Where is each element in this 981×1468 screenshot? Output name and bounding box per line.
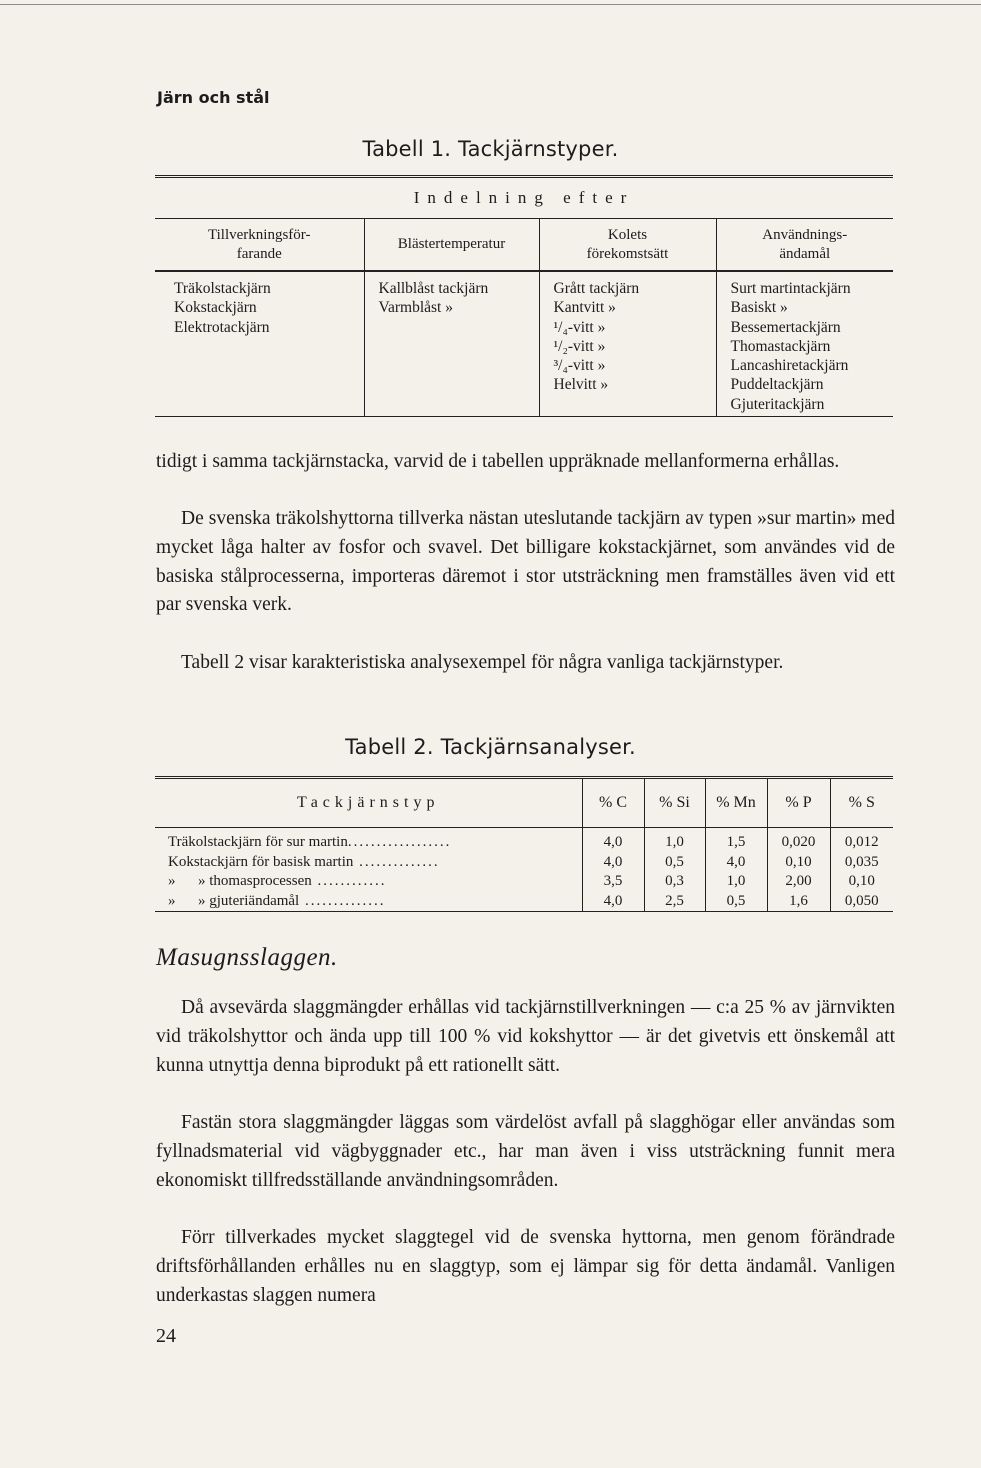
table-row <box>155 872 893 892</box>
table1-cell: Bessemertackjärn <box>730 318 841 336</box>
table1-pig-iron-types <box>155 175 893 417</box>
cell-p: 0,020 <box>767 828 830 853</box>
table2-header-type: Tackjärnstyp <box>155 778 582 828</box>
cell-s: 0,10 <box>830 872 893 892</box>
table1-cell: ³/₄-vitt » <box>553 357 606 375</box>
table1-cell: Varmblåst » <box>378 299 453 317</box>
table1-header-blast-temperature: Blästertemperatur <box>364 219 539 272</box>
paragraph-slag-brick: Förr tillverkades mycket slaggtegel vid de svenska hyttorna, men genom förändrade driftsförhållanden erhålles nu en slaggtyp, som ej lämpar sig för detta ändamål. Vanligen underkastas slaggen numera <box>156 1227 895 1306</box>
cell-p: 2,00 <box>767 872 830 892</box>
row-name: Kokstackjärn för basisk martin .............. <box>168 853 440 870</box>
cell-mn: 4,0 <box>705 853 767 873</box>
table2-header-phosphorus: % P <box>767 778 830 828</box>
table-row <box>155 828 893 853</box>
table1-column-usage <box>716 271 893 417</box>
paragraph-slag-amounts: Då avsevärda slaggmängder erhållas vid tackjärnstillverkningen — c:a 25 % av järnvikten vid träkolshyttor och ända upp till 100 % vid kokshyttor — är det givetvis ett önskemål att kunna utnyttja denna biprodukt på ett rationellt sätt. <box>156 997 895 1076</box>
table1-cell: Helvitt » <box>553 376 609 394</box>
table1-column-blast-temperature <box>364 271 539 417</box>
row-name: » » thomasprocessen ............ <box>168 873 387 889</box>
table1-cell: Surt martintackjärn <box>730 280 851 297</box>
table2-pig-iron-analyses <box>155 776 893 912</box>
cell-c: 4,0 <box>582 892 644 912</box>
cell-s: 0,050 <box>830 892 893 912</box>
table1-cell: Träkolstackjärn <box>174 280 271 297</box>
table1-header-carbon-form: Kolets förekomstsätt <box>539 219 716 272</box>
table1-header-usage: Användnings- ändamål <box>716 219 893 272</box>
section-title: Masugnsslaggen. <box>156 944 338 971</box>
table2-header-sulfur: % S <box>830 778 893 828</box>
table2-header-carbon: % C <box>582 778 644 828</box>
cell-mn: 1,5 <box>705 828 767 853</box>
table1-cell: Kallblåst tackjärn <box>378 280 489 297</box>
cell-c: 4,0 <box>582 828 644 853</box>
table2-header-manganese: % Mn <box>705 778 767 828</box>
cell-mn: 0,5 <box>705 892 767 912</box>
paragraph-continuation: tidigt i samma tackjärnstacka, varvid de i tabellen uppräknade mellanformerna erhållas. <box>156 451 840 472</box>
top-edge-rule <box>0 4 981 5</box>
table1-cell: ¹/₂-vitt » <box>553 337 606 355</box>
cell-c: 3,5 <box>582 872 644 892</box>
table1-column-manufacturing <box>155 271 364 417</box>
table1-cell: Lancashiretackjärn <box>730 357 849 375</box>
cell-p: 1,6 <box>767 892 830 912</box>
running-head: Järn och stål <box>157 88 270 107</box>
cell-si: 1,0 <box>644 828 705 853</box>
row-name: » » gjuteriändamål .............. <box>168 892 386 909</box>
table1-caption: Tabell 1. Tackjärnstyper. <box>362 137 619 161</box>
table1-cell: ¹/₄-vitt » <box>553 318 606 336</box>
cell-s: 0,012 <box>830 828 893 853</box>
page-number: 24 <box>156 1325 176 1347</box>
cell-si: 0,5 <box>644 853 705 873</box>
table1-column-carbon-form <box>539 271 716 417</box>
table1-header-manufacturing: Tillverkningsför- farande <box>155 219 364 272</box>
table1-cell: Grått tackjärn <box>553 280 640 297</box>
row-name: Träkolstackjärn för sur martin.................. <box>168 834 452 850</box>
table2-caption: Tabell 2. Tackjärnsanalyser. <box>345 735 636 759</box>
cell-mn: 1,0 <box>705 872 767 892</box>
table1-cell: Kantvitt » <box>553 299 616 317</box>
cell-c: 4,0 <box>582 853 644 873</box>
table-row <box>155 853 893 873</box>
table2-header-silicon: % Si <box>644 778 705 828</box>
table1-super-header: Indelning efter <box>155 177 893 219</box>
table1-cell: Basiskt » <box>730 299 788 317</box>
cell-p: 0,10 <box>767 853 830 873</box>
table-row <box>155 892 893 912</box>
cell-si: 0,3 <box>644 872 705 892</box>
cell-si: 2,5 <box>644 892 705 912</box>
paragraph-swedish-furnaces: De svenska träkolshyttorna tillverka nästan uteslutande tackjärn av typen »sur martin» med mycket låga halter av fosfor och svavel. Det billigare kokstackjärnet, som användes vid de basiska stålprocesserna, importeras däremot i stor utsträckning men framställes även vid ett par svenska verk. <box>156 508 895 616</box>
table1-cell: Elektrotackjärn <box>174 318 270 336</box>
table1-cell: Gjuteritackjärn <box>730 395 825 413</box>
paragraph-slag-uses: Fastän stora slaggmängder läggas som värdelöst avfall på slagghögar eller användas som fyllnadsmaterial vid vägbyggnader etc., har man även i viss utsträckning funnit mera ekonomiskt tillfredsställande användningsområden. <box>156 1112 895 1191</box>
cell-s: 0,035 <box>830 853 893 873</box>
table1-cell: Puddeltackjärn <box>730 376 824 394</box>
table1-cell: Thomastackjärn <box>730 337 831 355</box>
table1-cell: Kokstackjärn <box>174 299 257 317</box>
paragraph-table2-intro: Tabell 2 visar karakteristiska analysexempel för några vanliga tackjärnstyper. <box>181 652 784 673</box>
